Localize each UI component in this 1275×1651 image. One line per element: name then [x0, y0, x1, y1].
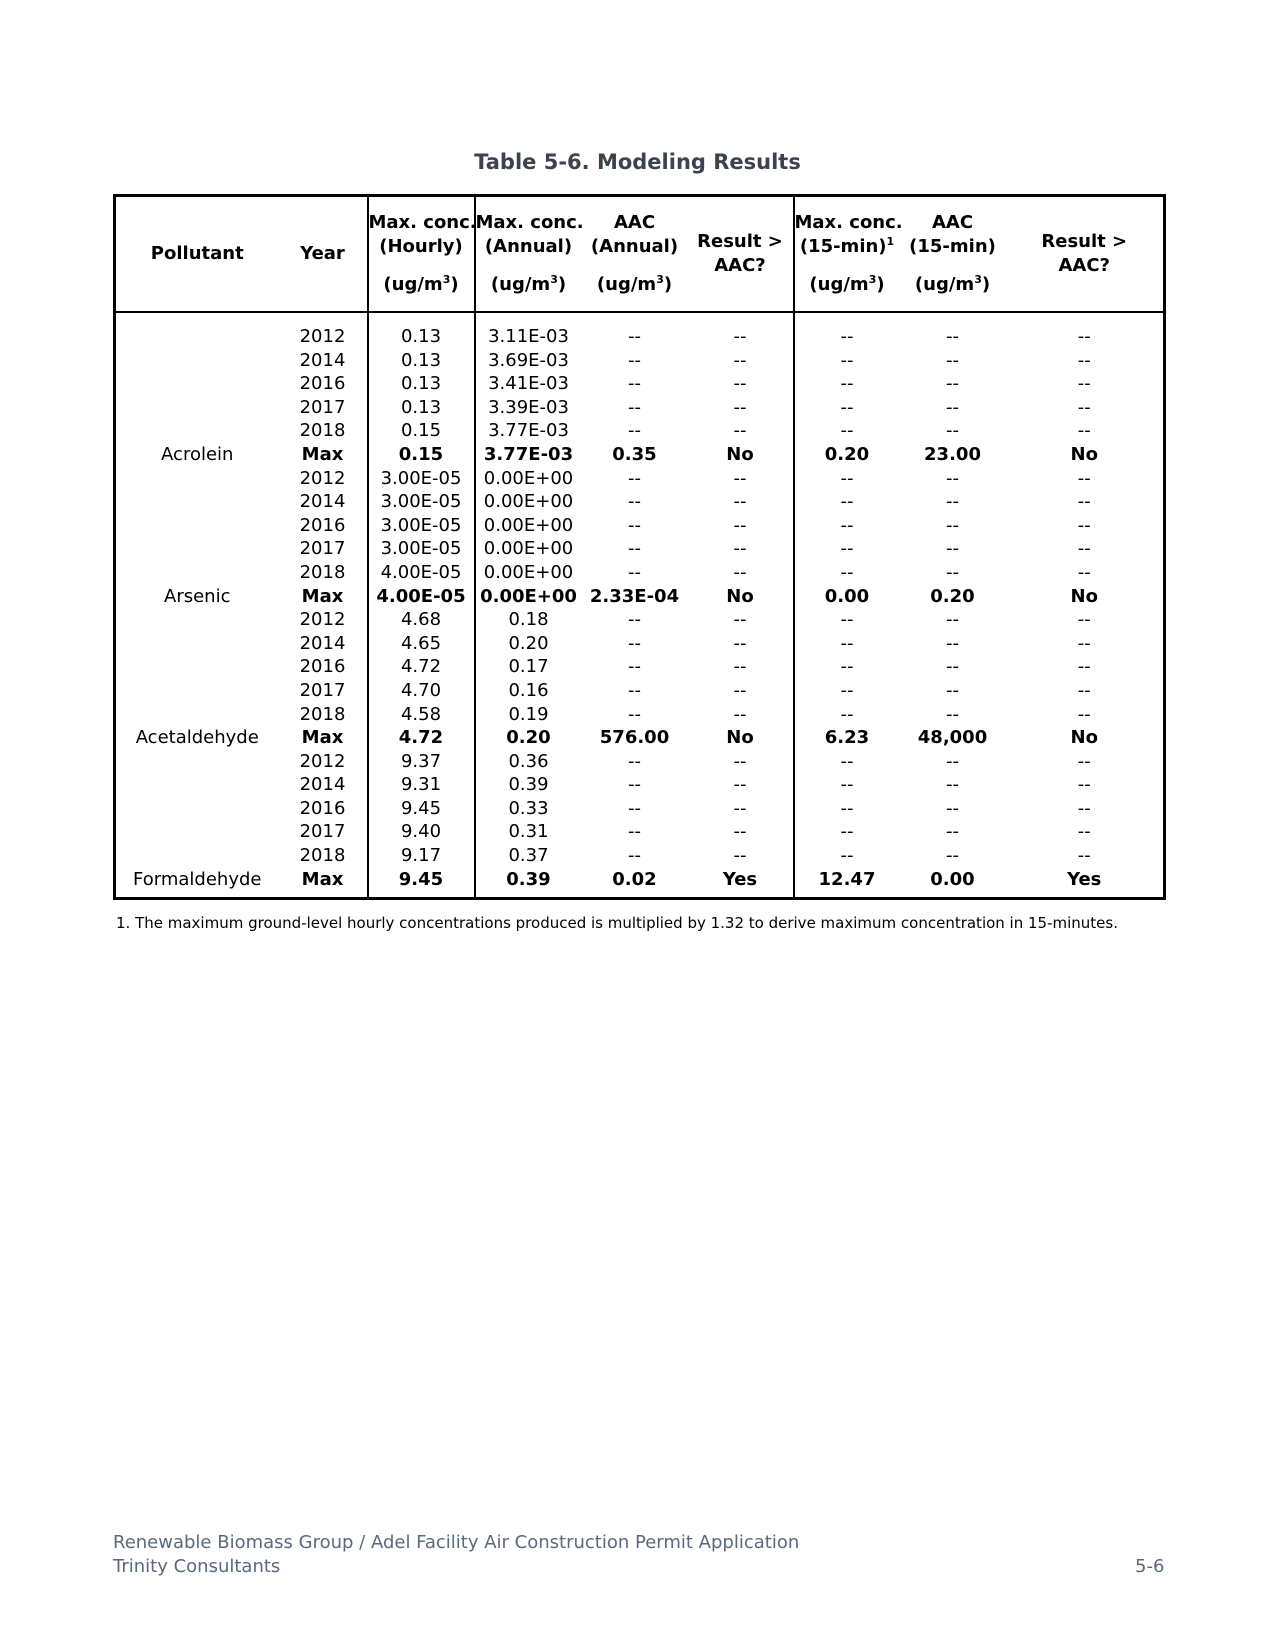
cell-pollutant	[115, 490, 279, 514]
cell-aac-15min: --	[946, 609, 959, 631]
footer-company: Trinity Consultants	[113, 1556, 281, 1577]
cell-result-annual: --	[688, 750, 794, 774]
cell-aac-15min: --	[946, 396, 959, 418]
cell-max-conc-hourly: 4.72	[368, 726, 475, 750]
cell-pollutant	[115, 349, 279, 373]
cell-max-conc-hourly: 0.15	[368, 443, 475, 467]
cell-max-conc-annual: 0.36	[508, 750, 549, 772]
cell-result-15min: --	[1077, 514, 1091, 536]
cell-max-conc-15min: --	[840, 609, 854, 631]
cell-aac-15min: --	[946, 821, 959, 843]
cell-result-annual: --	[688, 632, 794, 656]
cell-aac-15min: --	[946, 774, 959, 796]
cell-aac-15min: 48,000	[917, 727, 988, 749]
cell-pollutant	[115, 679, 279, 703]
cell-result-annual: --	[688, 773, 794, 797]
cell-pollutant: Acrolein	[161, 443, 234, 465]
cell-result-15min: --	[1077, 491, 1091, 513]
cell-year: 2014	[279, 632, 368, 656]
cell-pollutant	[115, 655, 279, 679]
cell-max-conc-annual: 0.00E+00	[483, 514, 574, 536]
cell-pollutant	[115, 514, 279, 538]
cell-year: 2012	[279, 608, 368, 632]
cell-aac-annual: --	[628, 514, 641, 536]
cell-max-conc-15min: --	[840, 326, 854, 347]
cell-aac-15min: --	[946, 467, 959, 489]
cell-max-conc-annual: 0.00E+00	[483, 561, 574, 583]
cell-pollutant	[115, 703, 279, 727]
cell-max-conc-hourly: 9.45	[368, 868, 475, 899]
cell-max-conc-annual: 3.39E-03	[488, 396, 569, 418]
cell-result-15min: --	[1077, 632, 1091, 654]
cell-max-conc-15min: 0.20	[824, 443, 870, 465]
cell-year: Max	[279, 726, 368, 750]
header-row	[115, 196, 1165, 313]
cell-max-conc-15min: --	[840, 821, 854, 843]
table-row	[115, 419, 1165, 443]
cell-result-15min: Yes	[1067, 868, 1102, 890]
cell-max-conc-hourly: 4.68	[368, 608, 475, 632]
cell-year: 2018	[279, 419, 368, 443]
cell-max-conc-annual: 0.20	[506, 727, 551, 749]
table-title: Table 5-6. Modeling Results	[474, 150, 801, 174]
cell-pollutant	[115, 750, 279, 774]
cell-pollutant	[115, 773, 279, 797]
cell-aac-annual: --	[628, 373, 641, 395]
cell-result-15min: --	[1077, 821, 1091, 843]
cell-pollutant: Formaldehyde	[133, 868, 262, 890]
table-row	[115, 585, 1165, 609]
cell-aac-15min: --	[946, 656, 959, 678]
cell-result-15min: --	[1077, 349, 1091, 371]
table-row	[115, 750, 1165, 774]
cell-pollutant	[115, 372, 279, 396]
cell-aac-annual: 0.35	[612, 443, 657, 465]
cell-result-annual: --	[688, 797, 794, 821]
cell-max-conc-15min: --	[840, 467, 854, 489]
cell-result-15min: --	[1077, 373, 1091, 395]
header-annual: Max. conc. (Annual) $(ug/m^3)$	[475, 196, 582, 313]
cell-max-conc-15min: --	[840, 632, 854, 654]
cell-aac-15min: 0.20	[930, 585, 975, 607]
cell-result-15min: --	[1077, 326, 1091, 347]
table-row	[115, 608, 1165, 632]
cell-pollutant	[115, 537, 279, 561]
cell-result-annual: --	[688, 349, 794, 373]
cell-aac-15min: --	[946, 632, 959, 654]
cell-max-conc-annual: 3.41E-03	[488, 373, 569, 395]
cell-aac-annual: --	[628, 679, 641, 701]
cell-result-15min: --	[1077, 797, 1091, 819]
cell-aac-annual: --	[628, 326, 641, 347]
cell-aac-annual: --	[628, 632, 641, 654]
cell-aac-annual: --	[628, 538, 641, 560]
cell-aac-annual: 2.33E-04	[589, 585, 680, 607]
cell-result-annual: --	[688, 396, 794, 420]
cell-year: 2016	[279, 514, 368, 538]
cell-result-15min: No	[1070, 443, 1098, 465]
cell-year: 2014	[279, 349, 368, 373]
cell-max-conc-annual: 0.00E+00	[480, 585, 577, 607]
cell-max-conc-annual: 3.77E-03	[483, 443, 574, 465]
header-result-15min: Result > AAC?	[1006, 196, 1165, 313]
table-body	[115, 312, 1165, 899]
cell-year: 2017	[279, 679, 368, 703]
cell-aac-annual: --	[628, 349, 641, 371]
cell-aac-15min: --	[946, 420, 959, 442]
cell-result-15min: --	[1077, 396, 1091, 418]
cell-max-conc-annual: 0.20	[508, 632, 549, 654]
cell-aac-annual: --	[628, 703, 641, 725]
cell-result-annual: No	[688, 585, 794, 609]
table-row	[115, 773, 1165, 797]
cell-year: Max	[279, 443, 368, 467]
table-row	[115, 312, 1165, 349]
table-row	[115, 703, 1165, 727]
table-row	[115, 632, 1165, 656]
cell-aac-15min: --	[946, 514, 959, 536]
header-aac-annual: AAC (Annual) $(ug/m^3)$	[582, 196, 688, 313]
cell-pollutant	[115, 312, 279, 349]
cell-year: 2012	[279, 750, 368, 774]
cell-result-annual: --	[688, 514, 794, 538]
cell-max-conc-annual: 0.19	[508, 703, 549, 725]
cell-aac-annual: --	[628, 561, 641, 583]
cell-result-15min: --	[1077, 609, 1091, 631]
cell-max-conc-15min: --	[840, 774, 854, 796]
header-15min: Max. conc. $(15-\min)^1$ $(ug/m^3)$	[794, 196, 900, 313]
header-aac-15min: AAC (15-min) $(ug/m^3)$	[900, 196, 1006, 313]
cell-aac-annual: --	[628, 656, 641, 678]
cell-pollutant	[115, 797, 279, 821]
table-row	[115, 514, 1165, 538]
cell-max-conc-annual: 3.69E-03	[488, 349, 569, 371]
cell-max-conc-15min: --	[840, 679, 854, 701]
cell-max-conc-15min: 12.47	[818, 868, 876, 890]
table-row	[115, 726, 1165, 750]
cell-max-conc-annual: 3.11E-03	[488, 326, 569, 347]
cell-max-conc-hourly: 3.00E-05	[368, 467, 475, 491]
cell-result-annual: No	[688, 726, 794, 750]
cell-aac-annual: --	[628, 821, 641, 843]
cell-max-conc-hourly: 3.00E-05	[368, 490, 475, 514]
cell-result-annual: --	[688, 679, 794, 703]
cell-year: 2018	[279, 844, 368, 868]
cell-aac-15min: 0.00	[930, 868, 975, 890]
header-pollutant: Pollutant	[115, 196, 279, 313]
cell-pollutant	[115, 396, 279, 420]
table-row	[115, 443, 1165, 467]
table-row	[115, 396, 1165, 420]
cell-max-conc-hourly: 0.13	[368, 349, 475, 373]
cell-aac-15min: --	[946, 491, 959, 513]
table-row	[115, 537, 1165, 561]
cell-max-conc-hourly: 9.40	[368, 820, 475, 844]
cell-max-conc-15min: --	[840, 797, 854, 819]
table-row	[115, 820, 1165, 844]
cell-max-conc-15min: --	[840, 750, 854, 772]
cell-pollutant	[115, 820, 279, 844]
cell-result-15min: --	[1077, 679, 1091, 701]
cell-aac-annual: --	[628, 491, 641, 513]
cell-result-annual: --	[688, 312, 794, 349]
cell-max-conc-15min: --	[840, 561, 854, 583]
cell-result-annual: --	[688, 372, 794, 396]
cell-year: Max	[279, 585, 368, 609]
cell-result-annual: --	[688, 490, 794, 514]
cell-max-conc-15min: --	[840, 491, 854, 513]
header-result-annual: Result > AAC?	[688, 196, 794, 313]
table-row	[115, 868, 1165, 899]
cell-aac-annual: --	[628, 845, 641, 867]
modeling-results-table	[113, 194, 1166, 900]
cell-aac-annual: 0.02	[612, 868, 657, 890]
cell-result-15min: --	[1077, 774, 1091, 796]
cell-year: 2017	[279, 537, 368, 561]
cell-year: 2014	[279, 490, 368, 514]
footer-document-title: Renewable Biomass Group / Adel Facility Air Construction Permit Application	[113, 1532, 800, 1553]
cell-max-conc-annual: 0.00E+00	[483, 538, 574, 560]
cell-max-conc-15min: --	[840, 396, 854, 418]
cell-result-annual: --	[688, 655, 794, 679]
cell-aac-15min: --	[946, 845, 959, 867]
cell-max-conc-hourly: 4.65	[368, 632, 475, 656]
cell-year: 2018	[279, 561, 368, 585]
modeling-results-table-container	[113, 194, 1163, 900]
cell-pollutant	[115, 632, 279, 656]
cell-max-conc-15min: --	[840, 514, 854, 536]
cell-result-annual: --	[688, 467, 794, 491]
cell-year: 2016	[279, 372, 368, 396]
cell-aac-annual: --	[628, 396, 641, 418]
cell-max-conc-annual: 0.37	[508, 845, 549, 867]
cell-max-conc-annual: 0.17	[508, 656, 549, 678]
cell-max-conc-annual: 0.39	[508, 774, 549, 796]
cell-aac-annual: --	[628, 467, 641, 489]
cell-aac-15min: --	[946, 561, 959, 583]
cell-aac-15min: --	[946, 679, 959, 701]
cell-year: 2014	[279, 773, 368, 797]
cell-result-15min: --	[1077, 656, 1091, 678]
cell-year: Max	[279, 868, 368, 899]
cell-year: 2017	[279, 396, 368, 420]
cell-aac-15min: --	[946, 349, 959, 371]
cell-max-conc-hourly: 9.45	[368, 797, 475, 821]
cell-aac-15min: --	[946, 703, 959, 725]
cell-aac-15min: --	[946, 326, 959, 347]
cell-result-annual: --	[688, 608, 794, 632]
cell-max-conc-annual: 0.31	[508, 821, 549, 843]
cell-year: 2017	[279, 820, 368, 844]
cell-aac-15min: --	[946, 750, 959, 772]
cell-max-conc-hourly: 4.00E-05	[368, 585, 475, 609]
cell-max-conc-hourly: 0.15	[368, 419, 475, 443]
cell-max-conc-15min: --	[840, 656, 854, 678]
cell-max-conc-15min: --	[840, 703, 854, 725]
cell-max-conc-hourly: 4.70	[368, 679, 475, 703]
cell-aac-15min: 23.00	[924, 443, 981, 465]
cell-result-annual: --	[688, 419, 794, 443]
cell-max-conc-annual: 3.77E-03	[488, 420, 569, 442]
cell-year: 2018	[279, 703, 368, 727]
page-footer	[113, 1531, 799, 1579]
cell-pollutant: Acetaldehyde	[135, 727, 259, 749]
table-row	[115, 490, 1165, 514]
cell-pollutant	[115, 561, 279, 585]
cell-max-conc-hourly: 9.37	[368, 750, 475, 774]
cell-year: 2012	[279, 312, 368, 349]
cell-result-annual: --	[688, 561, 794, 585]
cell-max-conc-15min: --	[840, 349, 854, 371]
cell-result-15min: --	[1077, 845, 1091, 867]
cell-aac-15min: --	[946, 797, 959, 819]
cell-max-conc-annual: 0.00E+00	[483, 491, 574, 513]
table-row	[115, 679, 1165, 703]
cell-max-conc-15min: 6.23	[824, 727, 870, 749]
cell-result-annual: --	[688, 820, 794, 844]
cell-result-15min: --	[1077, 467, 1091, 489]
cell-year: 2016	[279, 655, 368, 679]
cell-max-conc-annual: 0.33	[508, 797, 549, 819]
cell-max-conc-hourly: 4.58	[368, 703, 475, 727]
cell-aac-annual: --	[628, 609, 641, 631]
cell-max-conc-15min: --	[840, 845, 854, 867]
cell-year: 2012	[279, 467, 368, 491]
cell-max-conc-15min: --	[840, 420, 854, 442]
table-row	[115, 561, 1165, 585]
cell-aac-15min: --	[946, 373, 959, 395]
cell-max-conc-hourly: 0.13	[368, 372, 475, 396]
table-row	[115, 349, 1165, 373]
table-row	[115, 655, 1165, 679]
table-row	[115, 467, 1165, 491]
cell-max-conc-annual: 0.16	[508, 679, 549, 701]
cell-max-conc-annual: 0.39	[506, 868, 551, 890]
cell-max-conc-hourly: 4.72	[368, 655, 475, 679]
table-row	[115, 844, 1165, 868]
cell-aac-annual: 576.00	[599, 727, 670, 749]
cell-result-annual: --	[688, 703, 794, 727]
cell-max-conc-hourly: 9.17	[368, 844, 475, 868]
cell-aac-annual: --	[628, 750, 641, 772]
table-row	[115, 797, 1165, 821]
header-year: Year	[279, 196, 368, 313]
cell-year: 2016	[279, 797, 368, 821]
cell-max-conc-hourly: 4.00E-05	[368, 561, 475, 585]
cell-max-conc-15min: --	[840, 538, 854, 560]
cell-max-conc-hourly: 3.00E-05	[368, 514, 475, 538]
cell-max-conc-15min: --	[840, 373, 854, 395]
cell-result-annual: --	[688, 537, 794, 561]
cell-max-conc-annual: 0.00E+00	[483, 467, 574, 489]
cell-aac-annual: --	[628, 774, 641, 796]
cell-max-conc-15min: 0.00	[824, 585, 870, 607]
cell-pollutant: Arsenic	[164, 585, 231, 607]
table-row	[115, 372, 1165, 396]
cell-max-conc-hourly: 9.31	[368, 773, 475, 797]
page-number: 5-6	[1135, 1556, 1165, 1577]
cell-max-conc-hourly: 3.00E-05	[368, 537, 475, 561]
cell-max-conc-annual: 0.18	[508, 609, 549, 631]
cell-result-15min: --	[1077, 561, 1091, 583]
cell-pollutant	[115, 844, 279, 868]
cell-result-15min: --	[1077, 538, 1091, 560]
cell-max-conc-hourly: 0.13	[368, 312, 475, 349]
cell-result-annual: --	[688, 844, 794, 868]
cell-pollutant	[115, 608, 279, 632]
cell-result-15min: --	[1077, 703, 1091, 725]
table-footnote: 1. The maximum ground-level hourly concentrations produced is multiplied by 1.32 to derive maximum concentration in 15-minutes.	[116, 914, 1118, 932]
cell-result-15min: No	[1070, 585, 1098, 607]
header-hourly: Max. conc. (Hourly) $(ug/m^3)$	[368, 196, 475, 313]
cell-aac-annual: --	[628, 797, 641, 819]
cell-aac-annual: --	[628, 420, 641, 442]
cell-aac-15min: --	[946, 538, 959, 560]
cell-result-annual: Yes	[688, 868, 794, 899]
cell-pollutant	[115, 419, 279, 443]
cell-pollutant	[115, 467, 279, 491]
cell-result-15min: --	[1077, 420, 1091, 442]
cell-result-15min: No	[1070, 727, 1098, 749]
cell-result-annual: No	[688, 443, 794, 467]
cell-result-15min: --	[1077, 750, 1091, 772]
cell-max-conc-hourly: 0.13	[368, 396, 475, 420]
